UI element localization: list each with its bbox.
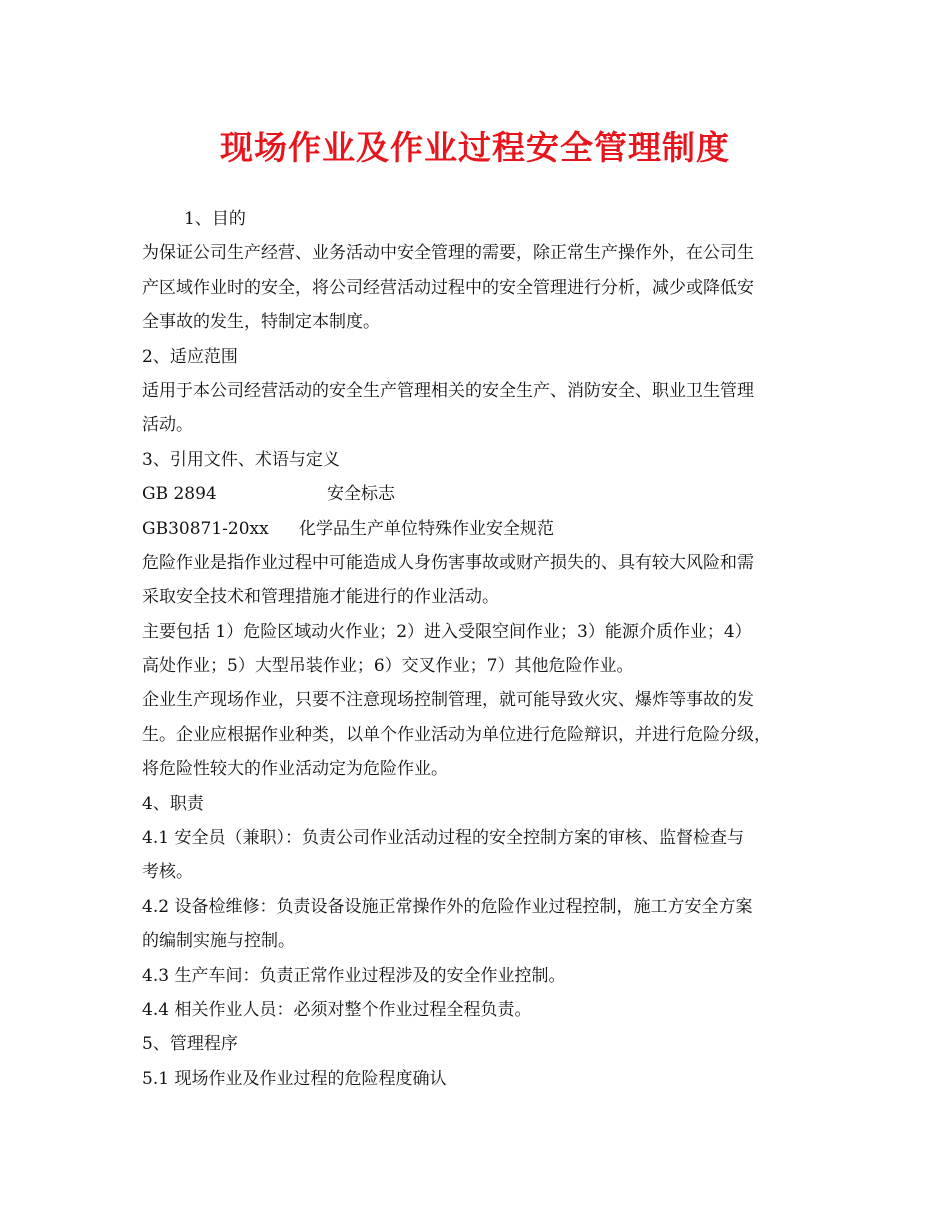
section-heading-scope: 2、适应范围	[142, 346, 238, 367]
reference-code: GB 2894	[142, 484, 217, 505]
paragraph-line: 生。企业应根据作业种类，以单个作业活动为单位进行危险辩识，并进行危险分级，	[142, 724, 771, 745]
paragraph-line: 4.4 相关作业人员：必须对整个作业过程全程负责。	[142, 999, 532, 1020]
paragraph-line: 4.3 生产车间：负责正常作业过程涉及的安全作业控制。	[142, 965, 566, 986]
reference-name: 化学品生产单位特殊作业安全规范	[299, 518, 554, 539]
paragraph-line: 为保证公司生产经营、业务活动中安全管理的需要，除正常生产操作外，在公司生	[142, 243, 754, 264]
paragraph-line: 5.1 现场作业及作业过程的危险程度确认	[142, 1068, 447, 1089]
paragraph-line: 适用于本公司经营活动的安全生产管理相关的安全生产、消防安全、职业卫生管理	[142, 380, 754, 401]
reference-row	[142, 477, 818, 511]
paragraph-line: 采取安全技术和管理措施才能进行的作业活动。	[142, 587, 499, 608]
reference-code: GB30871-20xx	[142, 518, 269, 539]
document-body	[142, 202, 818, 1096]
paragraph-line: 产区域作业时的安全，将公司经营活动过程中的安全管理进行分析，减少或降低安	[142, 277, 754, 298]
reference-name: 安全标志	[327, 484, 395, 505]
paragraph-line: 4.1 安全员（兼职）：负责公司作业活动过程的安全控制方案的审核、监督检查与	[142, 828, 744, 849]
document-title: 现场作业及作业过程安全管理制度	[220, 128, 730, 167]
paragraph-line: 企业生产现场作业，只要不注意现场控制管理，就可能导致火灾、爆炸等事故的发	[142, 690, 754, 711]
paragraph-line: 活动。	[142, 415, 193, 436]
reference-row	[142, 512, 818, 546]
paragraph-line: 的编制实施与控制。	[142, 931, 295, 952]
paragraph-line: 全事故的发生，特制定本制度。	[142, 312, 380, 333]
paragraph-line: 考核。	[142, 862, 193, 883]
section-heading-references: 3、引用文件、术语与定义	[142, 449, 340, 470]
section-heading-responsibilities: 4、职责	[142, 793, 204, 814]
section-heading-purpose: 1、目的	[184, 209, 246, 229]
paragraph-line: 4.2 设备检维修：负责设备设施正常操作外的危险作业过程控制，施工方安全方案	[142, 896, 753, 917]
paragraph-line: 将危险性较大的作业活动定为危险作业。	[142, 759, 448, 780]
paragraph-line: 高处作业；5）大型吊装作业；6）交叉作业；7）其他危险作业。	[142, 656, 634, 677]
paragraph-line: 危险作业是指作业过程中可能造成人身伤害事故或财产损失的、具有较大风险和需	[142, 552, 754, 573]
paragraph-line: 主要包括 1）危险区域动火作业；2）进入受限空间作业；3）能源介质作业；4）	[142, 621, 752, 642]
section-heading-procedure: 5、管理程序	[142, 1034, 238, 1055]
